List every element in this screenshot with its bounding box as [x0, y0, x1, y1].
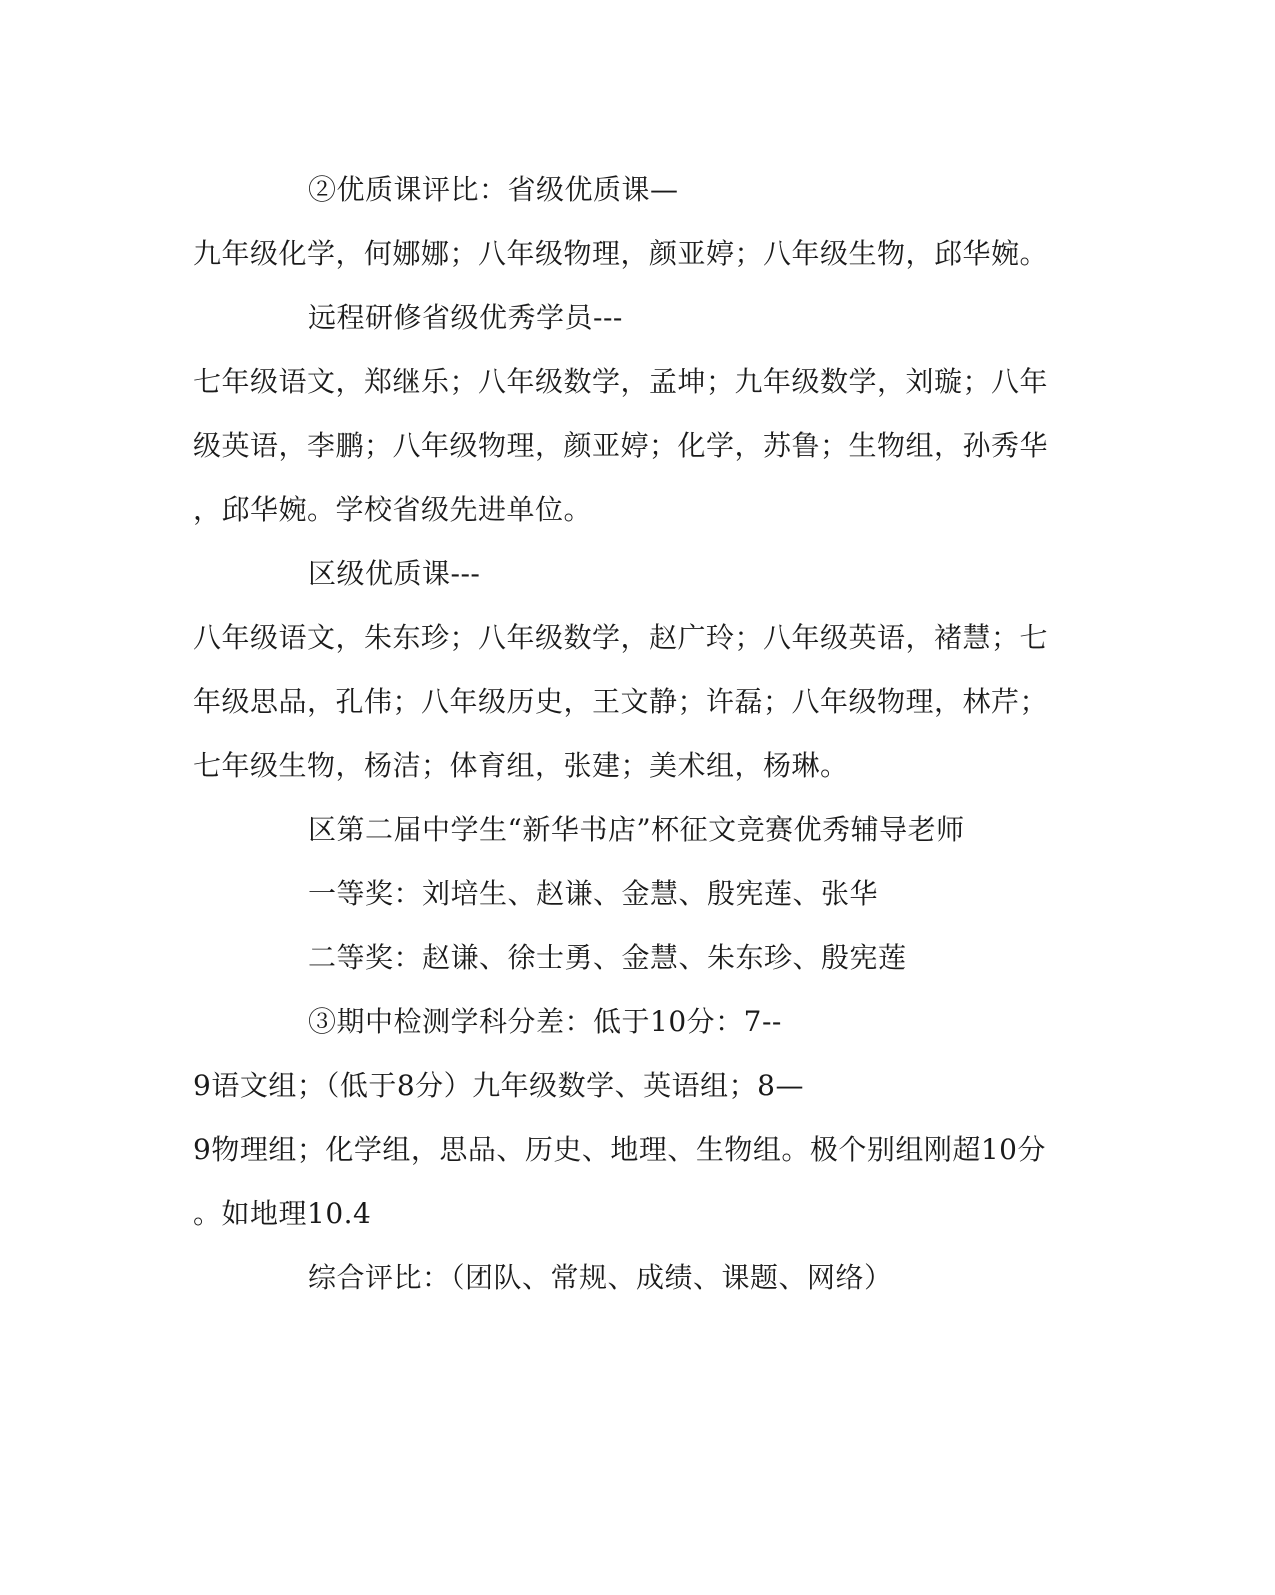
paragraph-line: 八年级语文，朱东珍；八年级数学，赵广玲；八年级英语，褚慧；七	[193, 621, 1049, 654]
paragraph-line: 远程研修省级优秀学员---	[308, 301, 623, 334]
paragraph-line: 一等奖：刘培生、赵谦、金慧、殷宪莲、张华	[308, 877, 879, 910]
paragraph-line: 二等奖：赵谦、徐士勇、金慧、朱东珍、殷宪莲	[308, 941, 907, 974]
paragraph-line: 9语文组；（低于8分）九年级数学、英语组；8—	[193, 1069, 804, 1102]
paragraph-line: 9物理组；化学组，思品、历史、地理、生物组。极个别组刚超10分	[193, 1133, 1046, 1166]
paragraph-line: 七年级生物，杨洁；体育组，张建；美术组，杨琳。	[193, 749, 849, 782]
paragraph-line: 七年级语文，郑继乐；八年级数学，孟坤；九年级数学，刘璇；八年	[193, 365, 1049, 398]
paragraph-line: ③期中检测学科分差：低于10分：7--	[308, 1005, 782, 1038]
paragraph-line: ，邱华婉。学校省级先进单位。	[193, 493, 593, 526]
paragraph-line: 年级思品，孔伟；八年级历史，王文静；许磊；八年级物理，林芹；	[193, 685, 1049, 718]
paragraph-line: 。如地理10.4	[193, 1197, 372, 1230]
paragraph-line: 综合评比：（团队、常规、成绩、课题、网络）	[308, 1261, 893, 1294]
paragraph-line: 区级优质课---	[308, 557, 481, 590]
paragraph-line: 九年级化学，何娜娜；八年级物理，颜亚婷；八年级生物，邱华婉。	[193, 237, 1049, 270]
paragraph-line: ②优质课评比：省级优质课—	[308, 173, 679, 206]
paragraph-line: 区第二届中学生“新华书店”杯征文竞赛优秀辅导老师	[308, 813, 965, 846]
paragraph-line: 级英语，李鹏；八年级物理，颜亚婷；化学，苏鲁；生物组，孙秀华	[193, 429, 1049, 462]
